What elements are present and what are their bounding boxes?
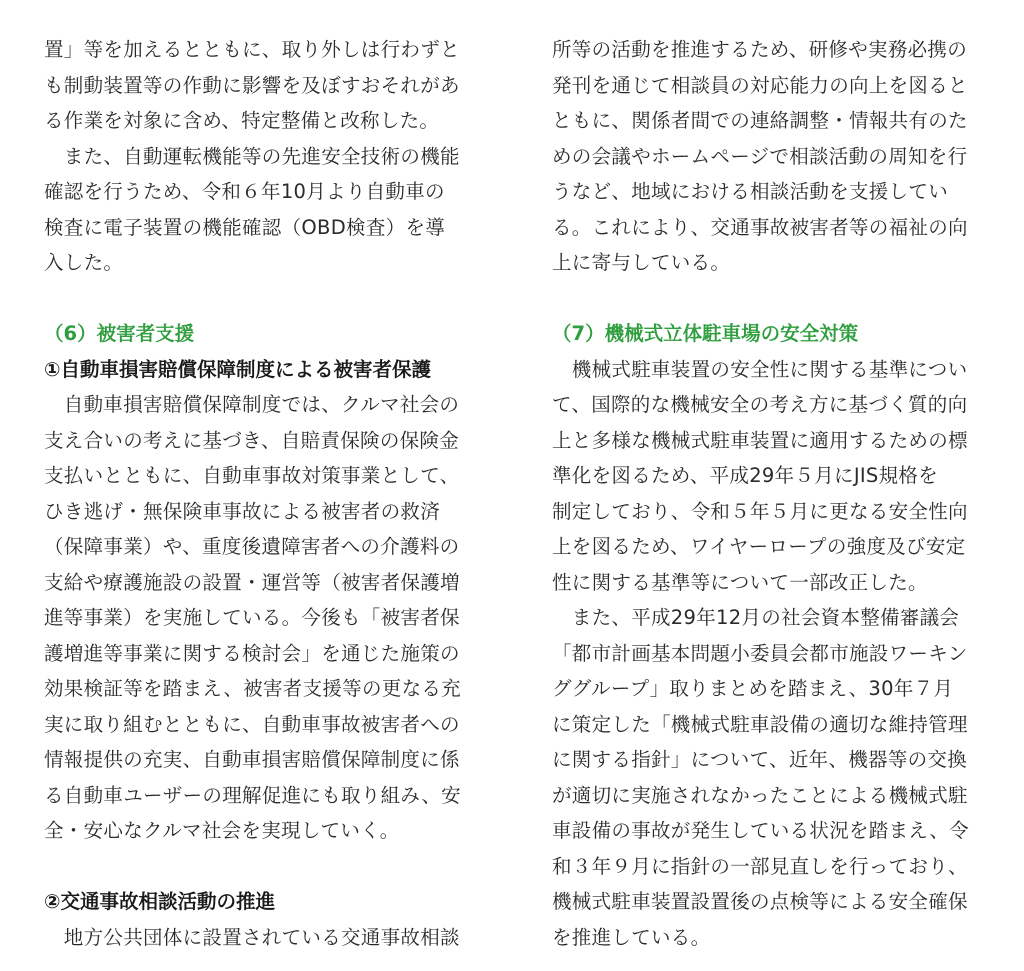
text-line: 「都市計画基本問題小委員会都市施設ワーキン — [552, 641, 968, 665]
text-line: る。これにより、交通事故被害者等の福祉の向 — [552, 215, 968, 239]
text-line: に策定した「機械式駐車設備の適切な維持管理 — [552, 712, 968, 736]
text-line: る作業を対象に含め、特定整備と改称した。 — [44, 109, 440, 132]
text-line: 地方公共団体に設置されている交通事故相談 — [44, 925, 460, 949]
text-line: めの会議やホームページで相談活動の周知を行 — [552, 144, 968, 168]
subsection-1-body — [44, 387, 494, 849]
text-line: 検査に電子装置の機能確認（OBD検査）を導 — [44, 215, 446, 239]
text-line: 上に寄与している。 — [552, 251, 731, 274]
text-line: に関する指針」について、近年、機器等の交換 — [552, 748, 968, 771]
subsection-2-body — [44, 920, 494, 956]
text-line: 進等事業）を実施している。今後も「被害者保 — [44, 606, 460, 629]
text-line: 制定しており、令和５年５月に更なる安全性向 — [552, 499, 968, 523]
text-line: 確認を行うため、令和６年10月より自動車の — [44, 180, 445, 203]
text-line: 準化を図るため、平成29年５月にJIS規格を — [552, 464, 939, 487]
text-line: また、自動運転機能等の先進安全技術の機能 — [44, 144, 460, 168]
text-line: ググループ」取りまとめを踏まえ、30年７月 — [552, 677, 954, 700]
section-6-heading: （6）被害者支援 — [44, 322, 195, 345]
text-line: 支え合いの考えに基づき、自賠責保険の保険金 — [44, 428, 460, 452]
section-7-body — [552, 352, 1002, 956]
text-line: る自動車ユーザーの理解促進にも取り組み、安 — [44, 783, 461, 807]
text-line: 支給や療護施設の設置・運営等（被害者保護増 — [44, 570, 460, 594]
text-line: 車設備の事故が発生している状況を踏まえ、令 — [552, 819, 969, 842]
text-line: 性に関する基準等について一部改正した。 — [552, 570, 928, 594]
spacer — [552, 281, 1002, 317]
text-line: が適切に実施されなかったことによる機械式駐 — [552, 783, 968, 807]
text-line: を推進している。 — [552, 925, 711, 949]
text-line: も制動装置等の作動に影響を及ぼすおそれがあ — [44, 73, 460, 97]
text-line: 和３年９月に指針の一部見直しを行っており、 — [552, 854, 968, 878]
text-line: 自動車損害賠償保障制度では、クルマ社会の — [44, 393, 460, 416]
text-line: 所等の活動を推進するため、研修や実務必携の — [552, 38, 968, 61]
text-line: 入した。 — [44, 251, 124, 274]
right-column — [552, 32, 1002, 955]
left-column — [44, 32, 494, 955]
text-line: ひき逃げ・無保険車事故による被害者の救済 — [44, 499, 441, 523]
subsection-2-heading: ②交通事故相談活動の推進 — [44, 890, 276, 913]
spacer — [44, 849, 494, 885]
text-line: （保障事業）や、重度後遺障害者への介護料の — [44, 535, 460, 558]
subsection-1-heading: ①自動車損害賠償保障制度による被害者保護 — [44, 357, 432, 381]
text-line: 護増進等事業に関する検討会」を通じた施策の — [44, 641, 460, 665]
section-7-heading: （7）機械式立体駐車場の安全対策 — [552, 322, 859, 345]
right-para1 — [552, 32, 1002, 281]
text-line: て、国際的な機械安全の考え方に基づく質的向 — [552, 393, 968, 416]
text-line: 発刊を通じて相談員の対応能力の向上を図ると — [552, 73, 968, 97]
text-line: 情報提供の充実、自動車損害賠償保障制度に係 — [44, 748, 460, 771]
spacer — [44, 281, 494, 317]
text-line: 上を図るため、ワイヤーロープの強度及び安定 — [552, 535, 966, 558]
text-line: また、平成29年12月の社会資本整備審議会 — [552, 606, 960, 629]
text-line: 機械式駐車装置の安全性に関する基準につい — [552, 357, 968, 381]
text-line: うなど、地域における相談活動を支援してい — [552, 180, 949, 203]
text-line: 実に取り組むとともに、自動車事故被害者への — [44, 712, 460, 736]
text-line: 効果検証等を踏まえ、被害者支援等の更なる充 — [44, 677, 461, 700]
text-line: ともに、関係者間での連絡調整・情報共有のた — [552, 109, 968, 132]
text-line: 置」等を加えるとともに、取り外しは行わずと — [44, 38, 460, 61]
left-para1 — [44, 32, 494, 281]
text-line: 全・安心なクルマ社会を実現していく。 — [44, 819, 400, 842]
text-line: 支払いとともに、自動車事故対策事業として、 — [44, 464, 460, 487]
text-line: 機械式駐車装置設置後の点検等による安全確保 — [552, 890, 968, 913]
text-line: 上と多様な機械式駐車装置に適用するための標 — [552, 428, 968, 452]
